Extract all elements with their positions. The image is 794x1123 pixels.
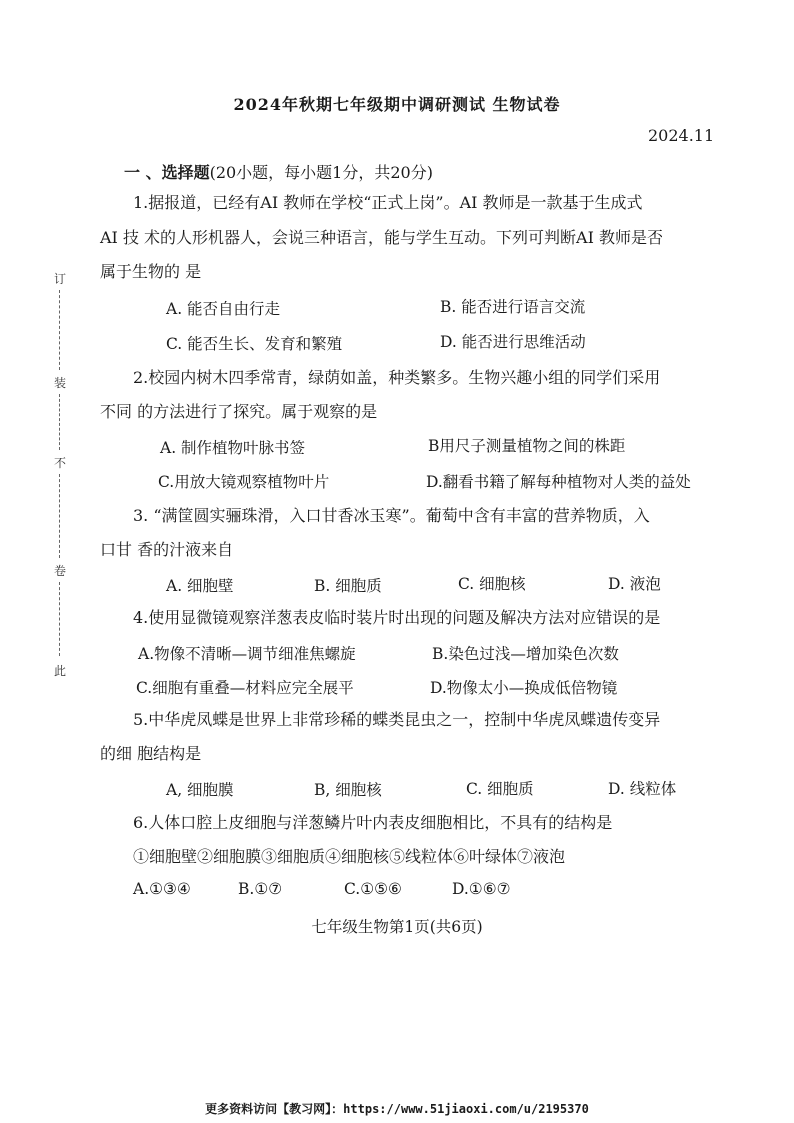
q2-option-b: B用尺子测量植物之间的株距 <box>428 437 626 455</box>
section-heading <box>124 160 433 183</box>
q3-option-d: D. 液泡 <box>608 575 661 593</box>
margin-char-bu: 不 <box>53 456 66 470</box>
q3-option-c: C. 细胞核 <box>458 575 526 593</box>
q5-option-a: A, 细胞膜 <box>166 781 234 799</box>
q5-option-d: D. 线粒体 <box>608 780 677 798</box>
q2-line-1: 2.校园内树木四季常青，绿荫如盖，种类繁多。生物兴趣小组的同学们采用 <box>133 368 661 387</box>
q6-option-b: B.①⑦ <box>238 880 283 898</box>
section-note: (20小题，每小题1分，共20分) <box>209 163 433 182</box>
q4-line-1: 4.使用显微镜观察洋葱表皮临时装片时出现的问题及解决方法对应错误的是 <box>133 608 661 627</box>
margin-char-juan: 卷 <box>53 564 66 578</box>
margin-char-ci: 此 <box>53 664 66 678</box>
q6-line-2: ①细胞壁②细胞膜③细胞质④细胞核⑤线粒体⑥叶绿体⑦液泡 <box>133 847 566 866</box>
margin-char-ding: 订 <box>53 272 66 286</box>
margin-char-zhuang: 装 <box>53 376 66 390</box>
q3-option-a: A. 细胞壁 <box>166 577 234 595</box>
q2-option-a: A. 制作植物叶脉书签 <box>160 439 306 457</box>
q1-option-b: B. 能否进行语言交流 <box>440 298 586 316</box>
q4-option-d: D.物像太小—换成低倍物镜 <box>430 679 618 697</box>
q1-option-d: D. 能否进行思维活动 <box>440 333 586 351</box>
q2-line-2: 不同 的方法进行了探究。属于观察的是 <box>100 402 378 421</box>
q1-line-1: 1.据报道，已经有AI 教师在学校“正式上岗”。AI 教师是一款基于生成式 <box>133 193 643 212</box>
binding-margin <box>52 270 68 690</box>
q4-option-b: B.染色过浅—增加染色次数 <box>432 645 619 663</box>
q6-line-1: 6.人体口腔上皮细胞与洋葱鳞片叶内表皮细胞相比，不具有的结构是 <box>133 813 613 832</box>
q2-option-c: C.用放大镜观察植物叶片 <box>158 473 330 491</box>
q6-option-a: A.①③④ <box>133 880 191 898</box>
q5-line-2: 的细 胞结构是 <box>100 744 202 763</box>
exam-date: 2024.11 <box>648 126 715 145</box>
q5-option-c: C. 细胞质 <box>466 780 534 798</box>
q5-option-b: B, 细胞核 <box>314 781 382 799</box>
q1-line-2: AI 技 术的人形机器人，会说三种语言，能与学生互动。下列可判断AI 教师是否 <box>100 228 664 247</box>
q4-option-c: C.细胞有重叠—材料应完全展平 <box>136 679 354 697</box>
q5-line-1: 5.中华虎凤蝶是世界上非常珍稀的蝶类昆虫之一，控制中华虎凤蝶遗传变异 <box>133 710 661 729</box>
site-banner-link[interactable]: 更多资料访问【教习网】：https://www.51jiaoxi.com/u/2195370 <box>205 1102 589 1116</box>
q1-option-c: C. 能否生长、发育和繁殖 <box>166 335 343 353</box>
q1-line-3: 属于生物的 是 <box>100 262 202 281</box>
q4-option-a: A.物像不清晰—调节细准焦螺旋 <box>138 645 356 663</box>
q6-option-c: C.①⑤⑥ <box>344 880 402 898</box>
q2-option-d: D.翻看书籍了解每种植物对人类的益处 <box>426 473 691 491</box>
q3-line-1: 3. “满筐圆实骊珠滑，入口甘香冰玉寒”。葡萄中含有丰富的营养物质，入 <box>133 506 650 525</box>
q6-option-d: D.①⑥⑦ <box>452 880 511 898</box>
exam-title: 2024年秋期七年级期中调研测试 生物试卷 <box>233 95 561 114</box>
q3-option-b: B. 细胞质 <box>314 577 382 595</box>
q1-option-a: A. 能否自由行走 <box>166 300 281 318</box>
section-title: 一 、选择题 <box>124 163 210 182</box>
q3-line-2: 口甘 香的汁液来自 <box>100 540 234 559</box>
page-footer: 七年级生物第1页(共6页) <box>311 918 483 936</box>
